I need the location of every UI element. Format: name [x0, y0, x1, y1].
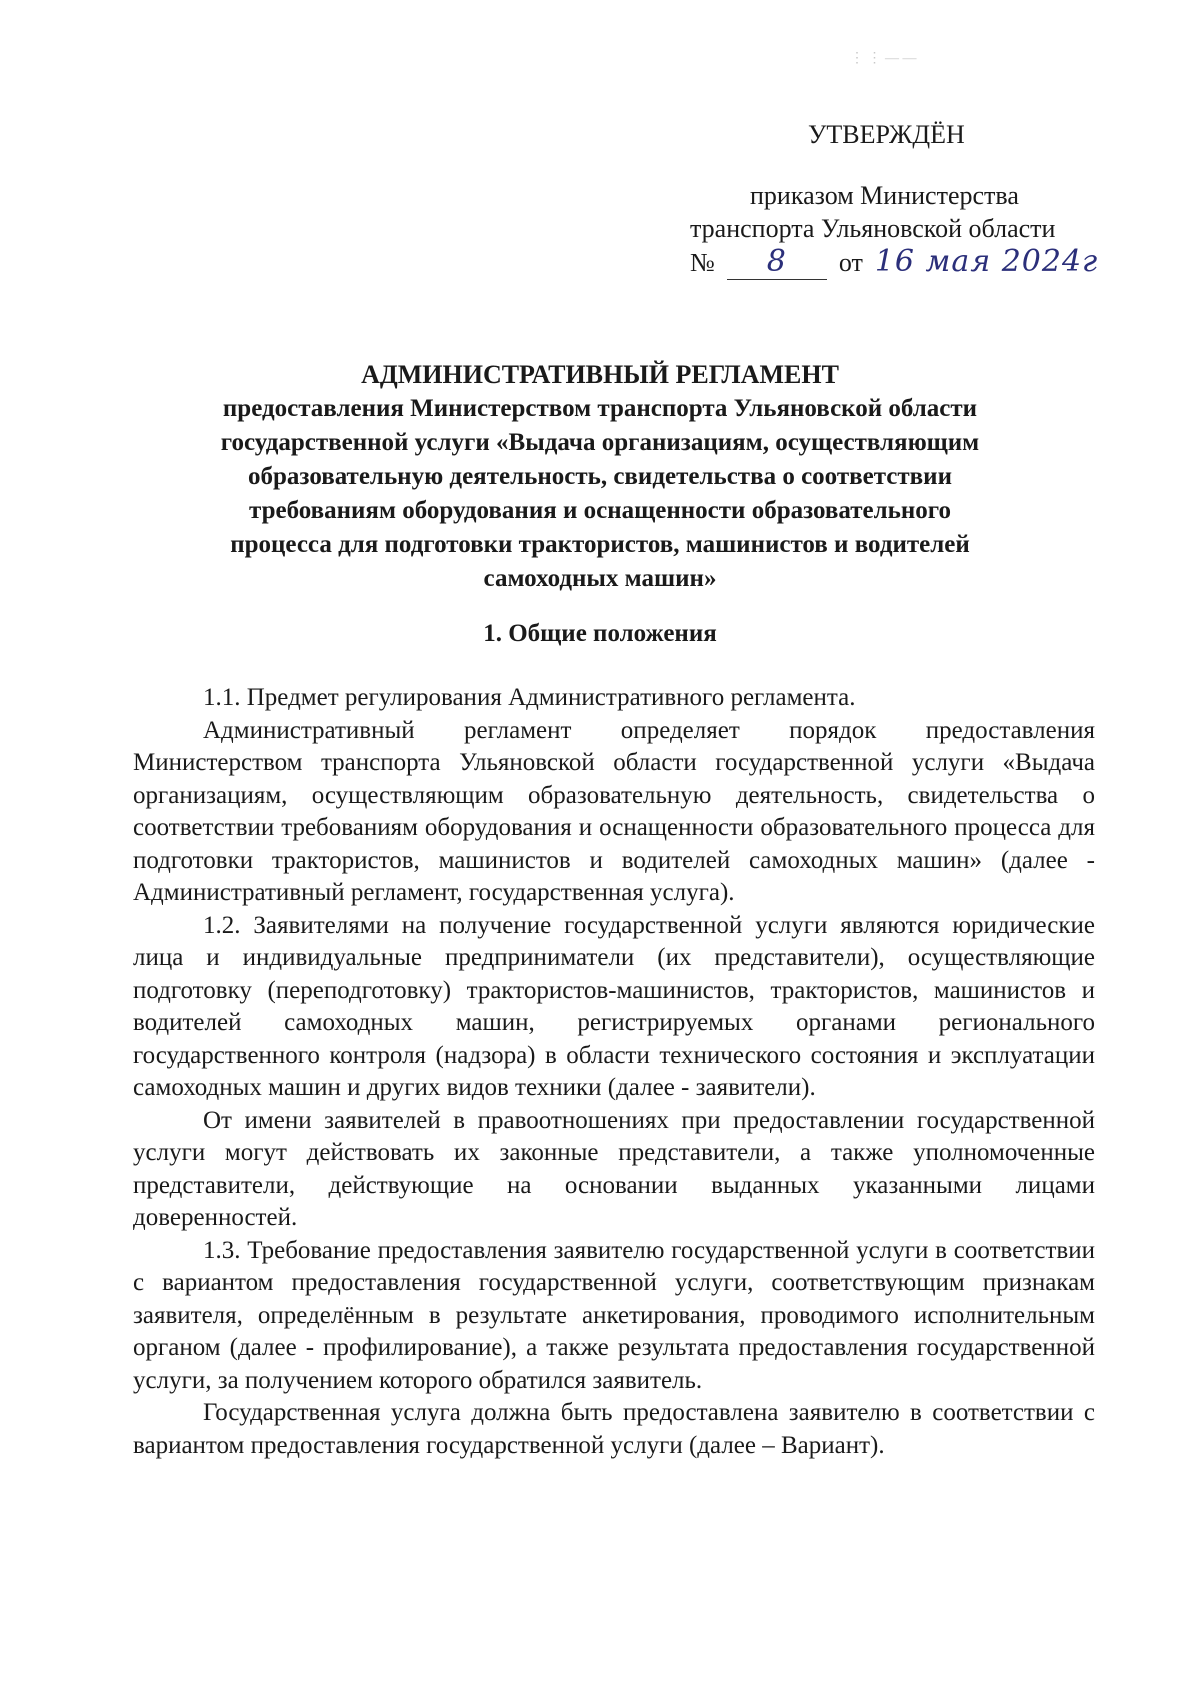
paragraph: 1.2. Заявителями на получение государственной услуги являются юридические лица и индивидуальные предприниматели (их представители), осуществляющие подготовку (переподготовку) трактористов-машинистов, трактористов, машинистов и водителей самоходных машин, регистрируемых органами регионального государственного контроля (надзора) в области технического состояния и эксплуатации самоходных машин и других видов техники (далее - заявители). [133, 911, 1095, 1101]
section-heading: 1. Общие положения [483, 620, 717, 647]
document-body [133, 682, 1095, 1462]
approval-line-2: транспорта Ульяновской области [690, 214, 1056, 243]
subtitle-line: предоставления Министерством транспорта Ульяновской области [222, 395, 978, 422]
number-prefix: № [690, 248, 715, 277]
order-number-field [727, 245, 827, 280]
document-title-block [150, 358, 1050, 596]
approval-title: УТВЕРЖДЁН [808, 120, 965, 149]
subtitle-line: государственной услуги «Выдача организациям, осуществляющим [220, 429, 980, 456]
paragraph: 1.1. Предмет регулирования Административного регламента. [203, 684, 856, 711]
document-title: АДМИНИСТРАТИВНЫЙ РЕГЛАМЕНТ [361, 360, 839, 389]
scan-artifact: ⋮ ⋮ — — [850, 51, 917, 66]
subtitle-line: самоходных машин» [483, 565, 717, 592]
paragraph: 1.3. Требование предоставления заявителю государственной услуги в соответствии с вариантом предоставления государственной услуги, соответствующим признакам заявителя, определённым в результате анкетирования, проводимого исполнительным органом (далее - профилирование), а также результата предоставления государственной услуги, за получением которого обратился заявитель. [133, 1236, 1095, 1394]
subtitle-line: требованиям оборудования и оснащенности образовательного [248, 497, 951, 524]
order-number-handwritten: 8 [766, 244, 787, 279]
order-date-field [875, 245, 1105, 279]
paragraph: Административный регламент определяет порядок предоставления Министерством транспорта Ульяновской области государственной услуги «Выдача организациям, осуществляющим образовательную деятельность, свидетельства о соответствии требованиям оборудования и оснащенности образовательного процесса для подготовки трактористов, машинистов и водителей самоходных машин» (далее - Административный регламент, государственная услуга). [133, 716, 1095, 906]
order-number-line [690, 245, 1170, 280]
paragraph: Государственная услуга должна быть предоставлена заявителю в соответствии с вариантом предоставления государственной услуги (далее – Вариант). [133, 1399, 1095, 1459]
date-prefix: от [838, 248, 863, 277]
order-date-handwritten: 16 мая 2024г [874, 244, 1099, 279]
approval-block [690, 118, 1170, 280]
approval-line-1: приказом Министерства [750, 181, 1019, 210]
subtitle-line: процесса для подготовки трактористов, машинистов и водителей [230, 531, 970, 558]
subtitle-line: образовательную деятельность, свидетельства о соответствии [248, 463, 952, 490]
paragraph: От имени заявителей в правоотношениях при предоставлении государственной услуги могут действовать их законные представители, а также уполномоченные представители, действующие на основании выданных указанными лицами доверенностей. [133, 1106, 1095, 1231]
